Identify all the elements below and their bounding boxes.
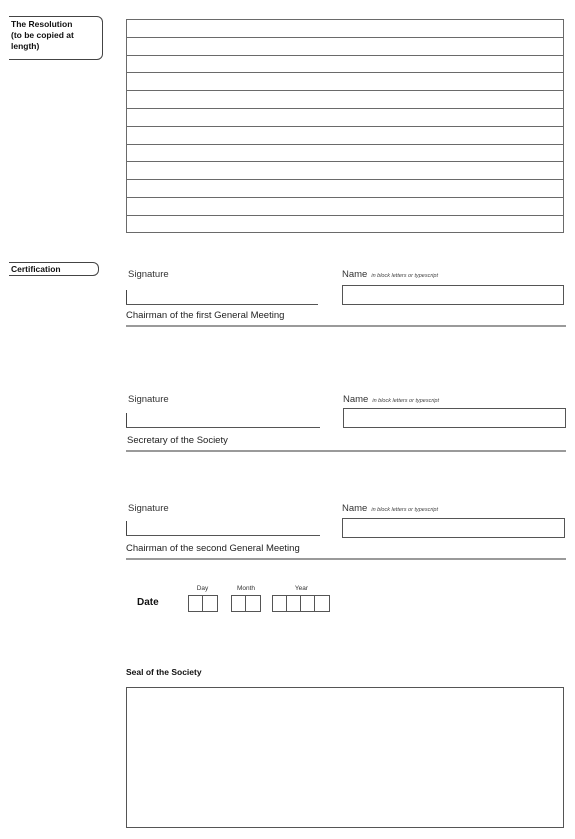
signature-label: Signature	[128, 503, 169, 514]
name-label	[342, 503, 438, 514]
certification-section-tab	[9, 262, 99, 276]
name-label	[342, 269, 438, 280]
name-hint: in block letters or typescript	[371, 507, 438, 513]
signature-field[interactable]	[126, 427, 320, 428]
resolution-line[interactable]	[127, 127, 563, 145]
signature-field-edge	[126, 521, 127, 535]
resolution-line[interactable]	[127, 20, 563, 38]
signature-field-edge	[126, 290, 127, 304]
name-hint: in block letters or typescript	[372, 398, 439, 404]
resolution-section-tab	[9, 16, 103, 60]
resolution-line[interactable]	[127, 91, 563, 109]
name-hint: in block letters or typescript	[371, 273, 438, 279]
signatory-role: Chairman of the second General Meeting	[126, 543, 300, 554]
resolution-line[interactable]	[127, 73, 563, 91]
name-label-text: Name	[342, 269, 368, 280]
signature-label: Signature	[128, 269, 169, 280]
name-label-text: Name	[343, 394, 369, 405]
signature-label: Signature	[128, 394, 169, 405]
name-field[interactable]	[342, 285, 564, 305]
section-divider	[126, 450, 566, 452]
resolution-tab-line-2: (to be copied at	[11, 30, 74, 40]
name-field[interactable]	[342, 518, 565, 538]
section-divider	[126, 558, 566, 560]
signature-field[interactable]	[126, 535, 320, 536]
resolution-line[interactable]	[127, 180, 563, 198]
signatory-role: Secretary of the Society	[127, 435, 228, 446]
year-input[interactable]	[272, 595, 330, 612]
certification-tab-label: Certification	[11, 264, 61, 274]
resolution-tab-line-1: The Resolution	[11, 19, 73, 29]
resolution-text-area[interactable]	[126, 19, 564, 233]
seal-label: Seal of the Society	[126, 667, 202, 677]
resolution-line[interactable]	[127, 109, 563, 127]
month-input[interactable]	[231, 595, 261, 612]
name-field[interactable]	[343, 408, 566, 428]
day-input[interactable]	[188, 595, 218, 612]
date-label: Date	[137, 597, 159, 608]
day-caption: Day	[196, 585, 209, 592]
month-caption: Month	[236, 585, 256, 592]
resolution-tab-line-3: length)	[11, 41, 40, 51]
name-label-text: Name	[342, 503, 368, 514]
year-caption: Year	[294, 585, 309, 592]
seal-area[interactable]	[126, 687, 564, 828]
signatory-role: Chairman of the first General Meeting	[126, 310, 285, 321]
signature-field[interactable]	[126, 304, 318, 305]
signature-field-edge	[126, 413, 127, 427]
resolution-line[interactable]	[127, 162, 563, 180]
resolution-line[interactable]	[127, 38, 563, 56]
section-divider	[126, 325, 566, 327]
resolution-line[interactable]	[127, 56, 563, 74]
name-label	[343, 394, 439, 405]
resolution-line[interactable]	[127, 145, 563, 163]
resolution-line[interactable]	[127, 198, 563, 216]
resolution-line[interactable]	[127, 216, 563, 234]
